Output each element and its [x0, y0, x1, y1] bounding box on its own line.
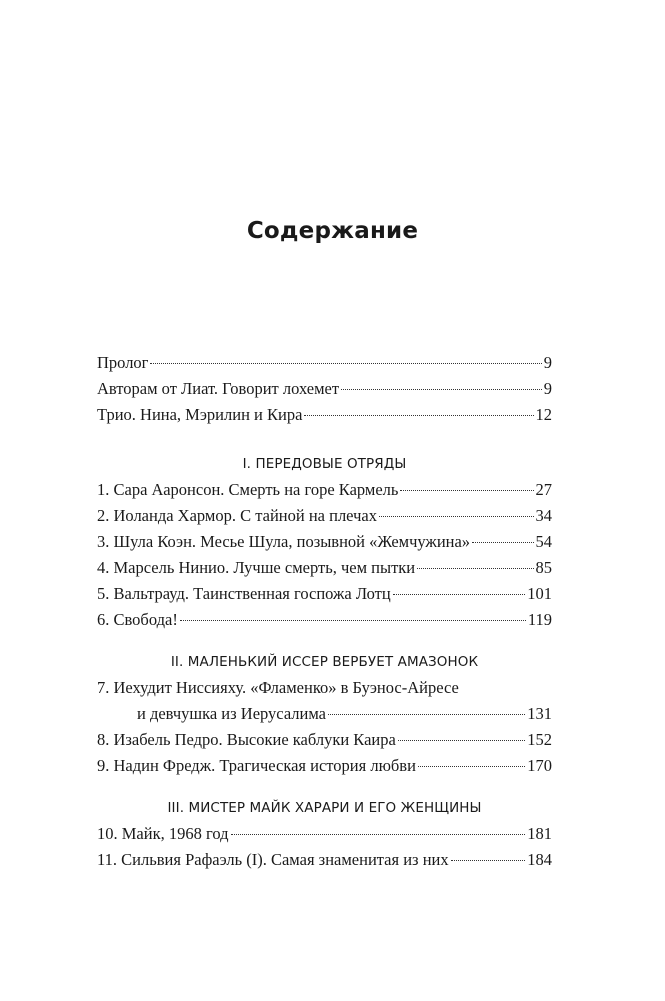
toc-entry-page: 181 [527, 824, 552, 843]
section-heading-1: I. ПЕРЕДОВЫЕ ОТРЯДЫ [242, 456, 407, 472]
toc-entry-label: 4. Марсель Нинио. Лучше смерть, чем пытки [97, 558, 416, 577]
toc-entry-prologue[interactable] [97, 350, 552, 376]
toc-entry-label: 5. Вальтрауд. Таинственная госпожа Лотц [97, 584, 391, 603]
dot-leader [393, 594, 526, 595]
dot-leader [398, 740, 525, 741]
toc-entry-authors-note[interactable] [97, 376, 552, 402]
toc-entry-label: и девчушка из Иерусалима [137, 704, 327, 723]
toc-entry-label: Пролог [97, 353, 149, 372]
toc-entry-page: 170 [527, 756, 552, 775]
dot-leader [341, 389, 542, 390]
dot-leader [379, 516, 534, 517]
toc-entry[interactable] [97, 529, 552, 555]
toc-entry-label: 3. Шула Коэн. Месье Шула, позывной «Жемчужина» [97, 532, 471, 551]
toc-list [97, 350, 552, 873]
toc-entry[interactable] [97, 477, 552, 503]
dot-leader [451, 860, 526, 861]
toc-entry-page: 101 [527, 584, 552, 603]
toc-entry[interactable] [97, 607, 552, 633]
toc-entry-label: Авторам от Лиат. Говорит лохемет [97, 379, 340, 398]
toc-entry-page: 54 [535, 532, 552, 551]
toc-entry-page: 34 [535, 506, 552, 525]
toc-entry-page: 9 [543, 353, 552, 372]
toc-entry[interactable] [97, 555, 552, 581]
toc-entry-page: 27 [535, 480, 552, 499]
dot-leader [418, 766, 525, 767]
toc-entry-page: 12 [535, 405, 552, 424]
toc-entry[interactable] [97, 581, 552, 607]
dot-leader [417, 568, 533, 569]
dot-leader [400, 490, 533, 491]
toc-entry-page: 184 [527, 850, 552, 869]
toc-entry[interactable] [97, 701, 552, 727]
section-heading-3: III. МИСТЕР МАЙК ХАРАРИ И ЕГО ЖЕНЩИНЫ [167, 800, 482, 816]
dot-leader [231, 834, 526, 835]
toc-entry-trio[interactable] [97, 402, 552, 428]
toc-entry[interactable] [97, 727, 552, 753]
toc-entry-page: 9 [543, 379, 552, 398]
page-title: Содержание [246, 218, 419, 244]
toc-entry-label: 6. Свобода! [97, 610, 178, 629]
toc-entry[interactable] [97, 847, 552, 873]
toc-entry-label: 10. Майк, 1968 год [97, 824, 229, 843]
dot-leader [472, 542, 533, 543]
toc-entry[interactable] [97, 753, 552, 779]
section-heading-2: II. МАЛЕНЬКИЙ ИССЕР ВЕРБУЕТ АМАЗОНОК [170, 654, 479, 670]
dot-leader [304, 415, 533, 416]
toc-entry[interactable] [97, 503, 552, 529]
toc-entry-page: 85 [535, 558, 552, 577]
dot-leader [328, 714, 525, 715]
dot-leader [180, 620, 526, 621]
toc-entry-page: 152 [527, 730, 552, 749]
toc-entry-page: 131 [527, 704, 552, 723]
toc-entry-label: 2. Иоланда Хармор. С тайной на плечах [97, 506, 377, 525]
toc-entry-first-line[interactable]: 7. Иехудит Ниссияху. «Фламенко» в Буэнос-Айресе [97, 678, 459, 697]
toc-entry-label: Трио. Нина, Мэрилин и Кира [97, 405, 303, 424]
toc-entry-label: 11. Сильвия Рафаэль (I). Самая знаменитая из них [97, 850, 449, 869]
toc-entry-label: 9. Надин Фредж. Трагическая история любви [97, 756, 416, 775]
toc-entry[interactable] [97, 821, 552, 847]
toc-entry-label: 8. Изабель Педро. Высокие каблуки Каира [97, 730, 396, 749]
toc-entry-label: 1. Сара Ааронсон. Смерть на горе Кармель [97, 480, 399, 499]
dot-leader [150, 363, 541, 364]
toc-entry-page: 119 [527, 610, 552, 629]
